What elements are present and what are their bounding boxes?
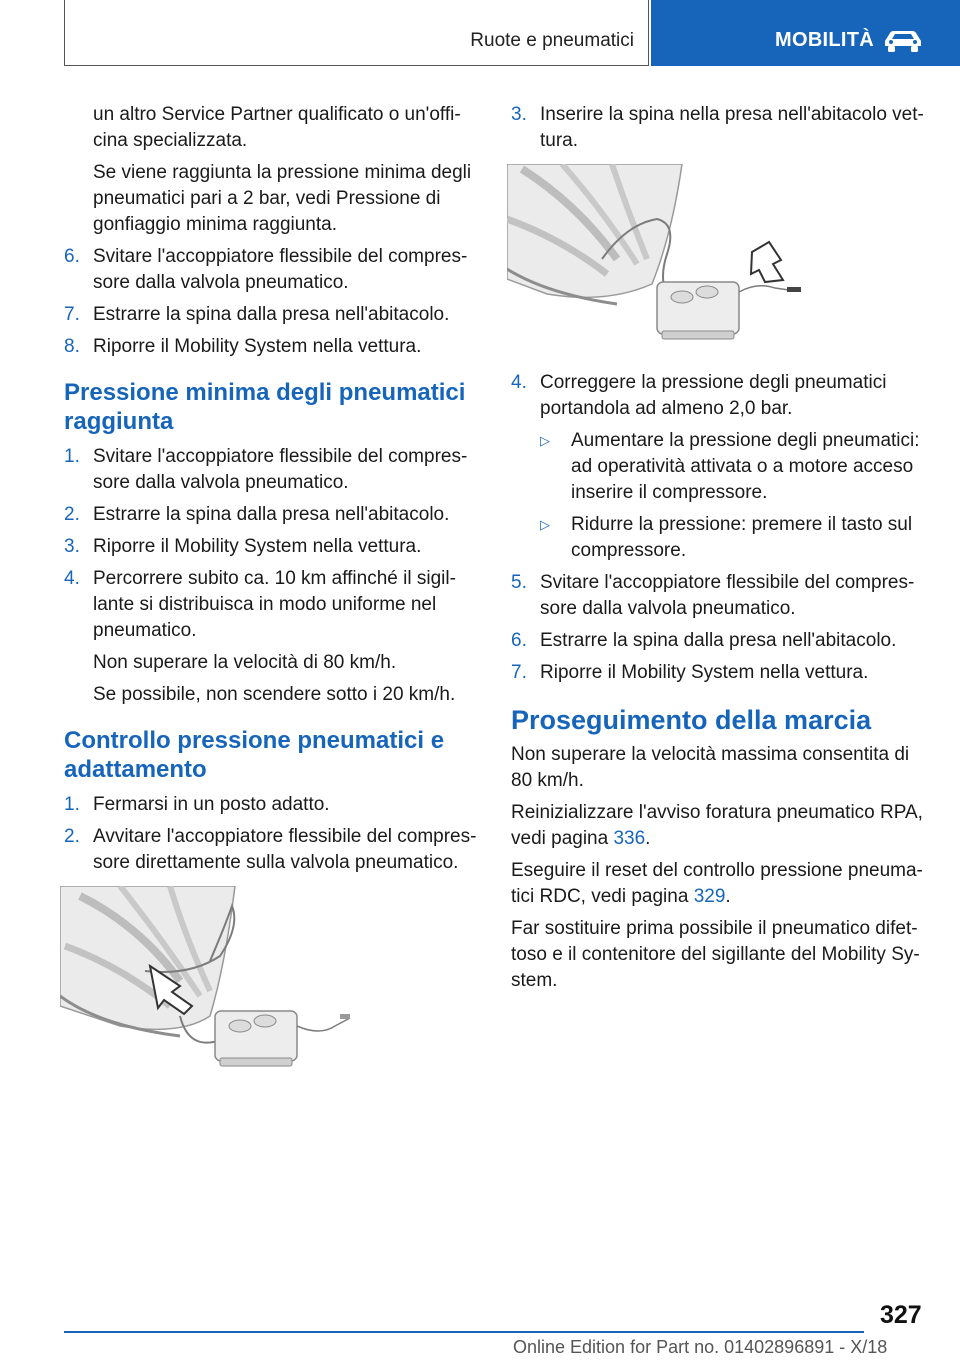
list-item — [64, 566, 478, 644]
page-link-329[interactable]: 329 — [693, 886, 726, 907]
step-number: 4. — [511, 372, 527, 393]
step-number: 4. — [64, 568, 80, 589]
step-text: Riporre il Mobility System nella vettura. — [540, 662, 869, 683]
paragraph: Se possibile, non scendere sotto i 20 km/h. — [93, 684, 456, 705]
step-text: Correggere la pressione degli pneumatici portandola ad almeno 2,0 bar. — [540, 372, 887, 419]
step-text: Inserire la spina nella presa nell'abitacolo vet-tura. — [540, 104, 924, 151]
step-text: Riporre il Mobility System nella vettura. — [93, 536, 422, 557]
list-item — [64, 792, 478, 818]
section-heading-large: Proseguimento della marcia — [511, 705, 872, 735]
list-item — [511, 628, 926, 654]
step-number: 1. — [64, 794, 80, 815]
step-text: Estrarre la spina dalla presa nell'abitacolo. — [93, 504, 450, 525]
step-text: Estrarre la spina dalla presa nell'abitacolo. — [540, 630, 897, 651]
step-number: 1. — [64, 446, 80, 467]
header-chapter-tab[interactable] — [651, 0, 960, 66]
page-link-336[interactable]: 336 — [613, 828, 646, 849]
list-item — [511, 102, 926, 154]
paragraph: Far sostituire prima possibile il pneumatico difet-toso e il contenitore del sigillante del Mobility Sy-stem. — [511, 918, 920, 991]
sub-list-item — [511, 512, 926, 564]
list-item — [64, 302, 478, 328]
figure-plug-socket — [507, 164, 926, 354]
car-icon — [881, 28, 925, 54]
step-number: 6. — [511, 630, 527, 651]
figure-compressor-on-valve — [60, 886, 478, 1076]
list-item — [64, 334, 478, 360]
header-chapter-title: MOBILITÀ — [775, 29, 875, 51]
step-number: 3. — [511, 104, 527, 125]
step-text: Percorrere subito ca. 10 km affinché il sigil-lante si distribuisca in modo uniforme nel pneumatico. — [93, 568, 456, 641]
sub-item-text: Aumentare la pressione degli pneumatici: ad operatività attivata o a motore acceso inserire il compressore. — [571, 430, 920, 503]
paragraph-text: . — [725, 886, 731, 907]
step-text: Svitare l'accoppiatore flessibile del compres-sore dalla valvola pneumatico. — [93, 446, 468, 493]
illustration-wheel-compressor — [60, 886, 360, 1076]
footer-divider — [64, 1331, 864, 1333]
paragraph: un altro Service Partner qualificato o un'offi-cina specializzata. — [93, 104, 461, 151]
step-number: 7. — [511, 662, 527, 683]
page-number: 327 — [880, 1301, 922, 1329]
step-number: 2. — [64, 826, 80, 847]
list-item — [511, 660, 926, 686]
left-column — [64, 102, 478, 1092]
illustration-compressor-plug — [507, 164, 807, 354]
paragraph — [511, 800, 926, 852]
step-text: Fermarsi in un posto adatto. — [93, 794, 330, 815]
paragraph-text: Eseguire il reset del controllo pressione pneuma-tici RDC, vedi pagina — [511, 860, 923, 907]
step-text: Avvitare l'accoppiatore flessibile del compres-sore direttamente sulla valvola pneumatico. — [93, 826, 477, 873]
paragraph: Se viene raggiunta la pressione minima degli pneumatici pari a 2 bar, vedi Pressione di gonfiaggio minima raggiunta. — [93, 162, 472, 235]
triangle-bullet-icon: ▷ — [540, 433, 550, 448]
footer-edition: Online Edition for Part no. 01402896891 - X/18 — [513, 1337, 888, 1357]
paragraph — [511, 858, 926, 910]
step-number: 6. — [64, 246, 80, 267]
list-item — [511, 570, 926, 622]
triangle-bullet-icon: ▷ — [540, 517, 550, 532]
section-heading: Controllo pressione pneumatici e adattamento — [64, 727, 445, 783]
list-item — [64, 534, 478, 560]
step-text: Estrarre la spina dalla presa nell'abitacolo. — [93, 304, 450, 325]
header-section-box — [64, 0, 649, 66]
step-text: Svitare l'accoppiatore flessibile del compres-sore dalla valvola pneumatico. — [540, 572, 915, 619]
list-item — [511, 370, 926, 422]
sub-item-text: Ridurre la pressione: premere il tasto sul compressore. — [571, 514, 913, 561]
step-number: 2. — [64, 504, 80, 525]
step-number: 5. — [511, 572, 527, 593]
list-item — [64, 244, 478, 296]
step-number: 8. — [64, 336, 80, 357]
paragraph: Non superare la velocità di 80 km/h. — [93, 652, 397, 673]
right-column — [511, 102, 926, 1000]
list-item — [64, 824, 478, 876]
paragraph-text: . — [645, 828, 651, 849]
paragraph-text: Reinizializzare l'avviso foratura pneumatico RPA, vedi pagina — [511, 802, 923, 849]
step-text: Svitare l'accoppiatore flessibile del compres-sore dalla valvola pneumatico. — [93, 246, 468, 293]
sub-list-item — [511, 428, 926, 506]
paragraph: Non superare la velocità massima consentita di 80 km/h. — [511, 744, 910, 791]
step-number: 7. — [64, 304, 80, 325]
step-number: 3. — [64, 536, 80, 557]
list-item — [64, 502, 478, 528]
header-section-title: Ruote e pneumatici — [470, 30, 634, 51]
section-heading: Pressione minima degli pneumatici raggiunta — [64, 379, 466, 435]
step-text: Riporre il Mobility System nella vettura. — [93, 336, 422, 357]
list-item — [64, 444, 478, 496]
